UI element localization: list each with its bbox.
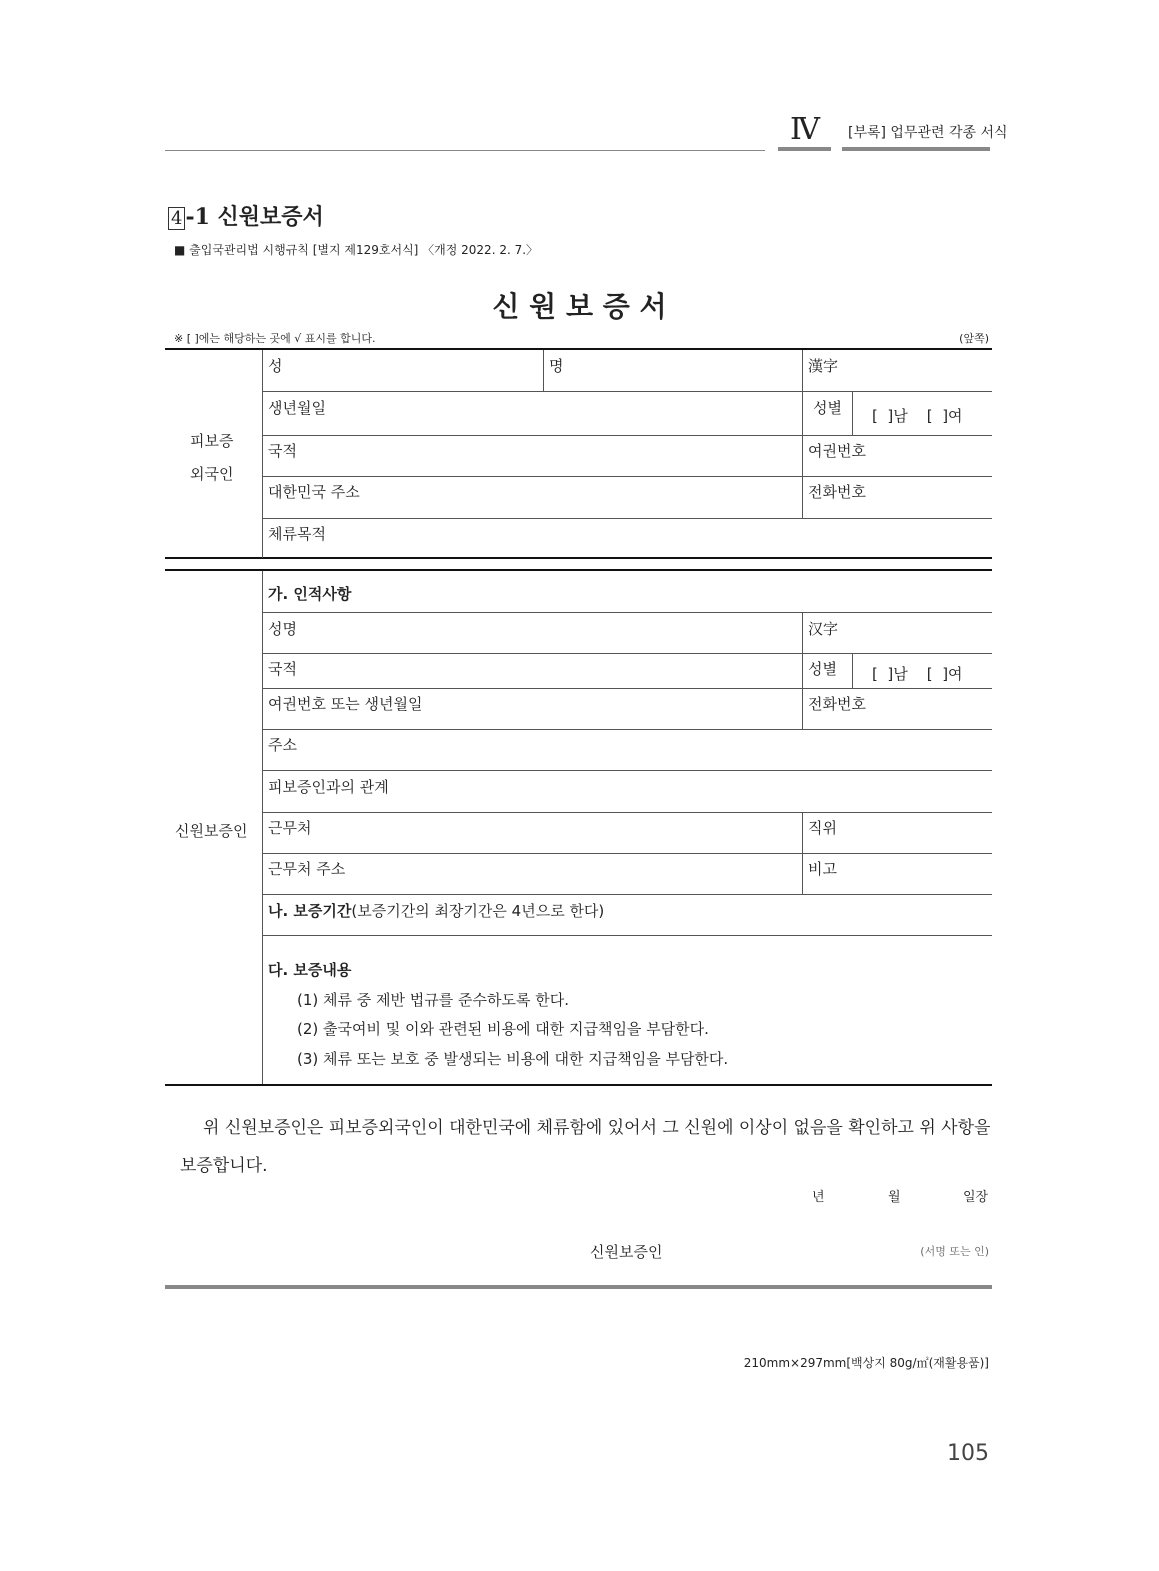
- field-label: 성별: [813, 399, 842, 417]
- guarantee-item: (1) 체류 중 제반 법규를 준수하도록 한다.: [297, 991, 569, 1009]
- period-note: (보증기간의 최장기간은 4년으로 한다): [351, 902, 605, 920]
- date-year: 년: [812, 1190, 825, 1205]
- page-number: 105: [947, 1441, 989, 1466]
- field-label: 비고: [808, 860, 837, 878]
- signer-label: 신원보증인: [590, 1243, 663, 1261]
- field-label: 전화번호: [808, 695, 866, 713]
- field-label: 성: [268, 357, 283, 375]
- field-label: 국적: [268, 442, 297, 460]
- field-label: 여권번호 또는 생년월일: [268, 695, 423, 713]
- bottom-rule: [165, 1285, 992, 1289]
- chapter-number: Ⅳ: [790, 112, 820, 147]
- field-label: 성별: [808, 660, 837, 678]
- row-label: 신원보증인: [175, 822, 248, 840]
- field-label: 주소: [268, 736, 297, 754]
- row-label: 외국인: [190, 465, 234, 483]
- date-day: 일장: [963, 1190, 989, 1205]
- field-label: 피보증인과의 관계: [268, 778, 389, 796]
- field-label: 전화번호: [808, 483, 866, 501]
- header-rule: [165, 150, 765, 151]
- field-label: 대한민국 주소: [268, 483, 360, 501]
- section-heading: 가. 인적사항: [268, 585, 352, 603]
- heading-text: -1 신원보증서: [185, 204, 324, 230]
- field-label: 국적: [268, 660, 297, 678]
- field-label: 체류목적: [268, 525, 326, 543]
- guarantee-item: (2) 출국여비 및 이와 관련된 비용에 대한 지급책임을 부담한다.: [297, 1020, 709, 1038]
- sign-note: (서명 또는 인): [920, 1245, 989, 1258]
- field-label: 직위: [808, 819, 837, 837]
- guarantee-item: (3) 체류 또는 보호 중 발생되는 비용에 대한 지급책임을 부담한다.: [297, 1050, 729, 1068]
- section-heading: 나. 보증기간: [268, 902, 352, 920]
- field-label: 汉字: [808, 620, 839, 638]
- source-note: ■ 출입국관리법 시행규칙 [별지 제129호서식] 〈개정 2022. 2. 7.〉: [174, 243, 539, 257]
- check-note: ※ [ ]에는 해당하는 곳에 √ 표시를 합니다.: [174, 332, 376, 345]
- date-month: 월: [888, 1190, 901, 1205]
- statement: 보증합니다.: [180, 1156, 268, 1176]
- sex-checkbox[interactable]: [ ]남 [ ]여: [872, 665, 963, 683]
- doc-heading: [168, 200, 324, 231]
- form-title: 신 원 보 증 서: [492, 290, 667, 323]
- heading-number: 4: [168, 207, 185, 230]
- sex-checkbox[interactable]: [ ]남 [ ]여: [872, 407, 963, 425]
- side-label: (앞쪽): [959, 332, 989, 345]
- field-label: 근무처 주소: [268, 860, 346, 878]
- section-heading: 다. 보증내용: [268, 961, 352, 979]
- paper-spec: 210mm×297mm[백상지 80g/㎡(재활용품)]: [743, 1356, 989, 1370]
- field-label: 漢字: [808, 357, 839, 375]
- header-bar: [778, 147, 831, 151]
- field-label: 성명: [268, 620, 297, 638]
- field-label: 명: [549, 357, 564, 375]
- section-title: [부록] 업무관련 각종 서식: [848, 125, 1008, 141]
- header-bar: [842, 147, 990, 151]
- row-label: 피보증: [190, 432, 234, 450]
- field-label: 여권번호: [808, 442, 866, 460]
- field-label: 생년월일: [268, 399, 326, 417]
- guarantee-period: [268, 900, 604, 921]
- field-label: 근무처: [268, 819, 312, 837]
- statement: 위 신원보증인은 피보증외국인이 대한민국에 체류함에 있어서 그 신원에 이상이 없음을 확인하고 위 사항을: [203, 1118, 991, 1138]
